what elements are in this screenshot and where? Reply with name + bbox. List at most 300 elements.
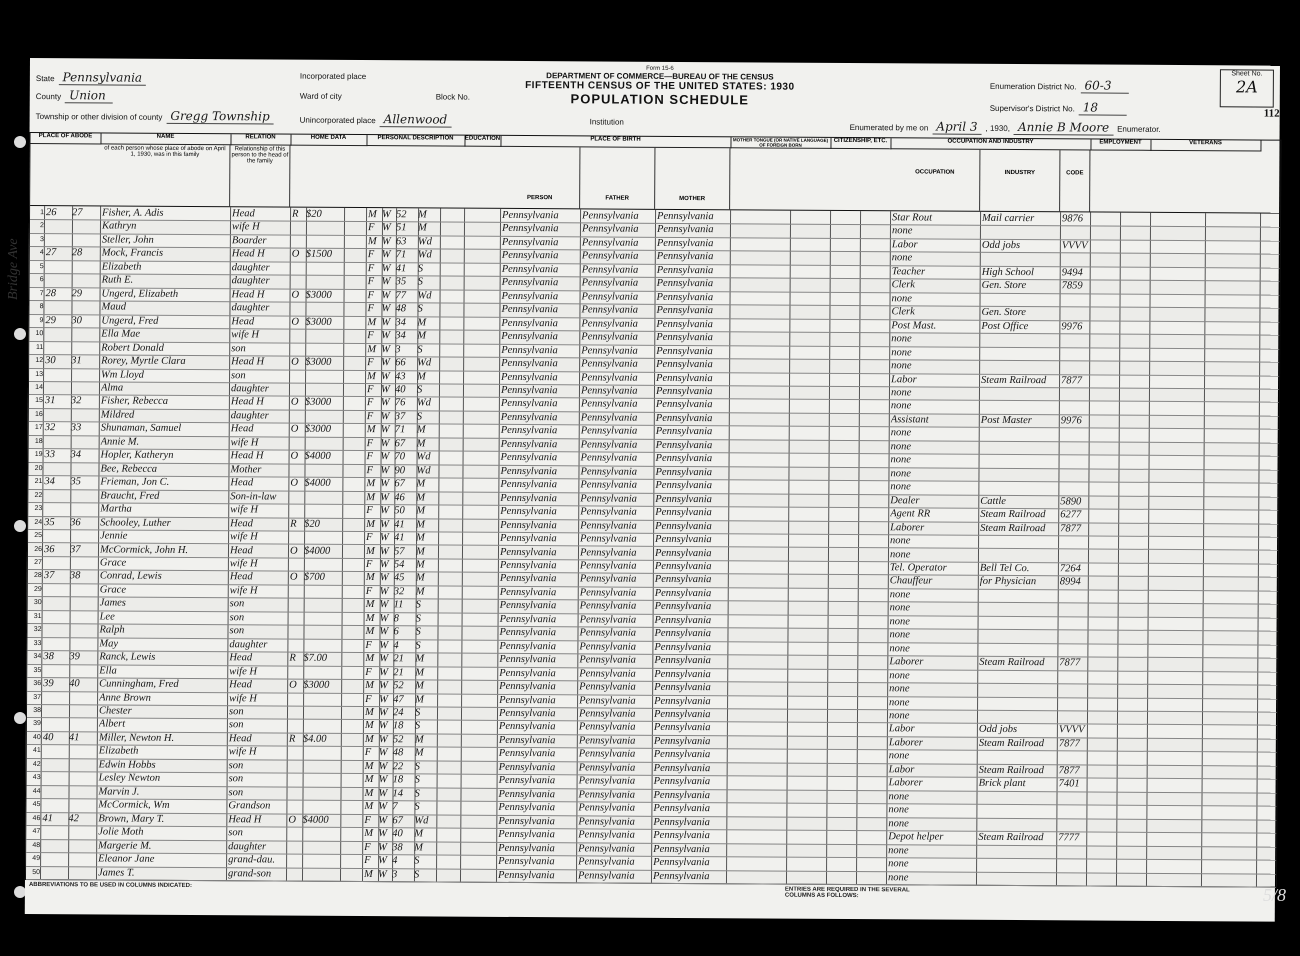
cell-fam <box>71 300 99 314</box>
cell-sex: M <box>366 491 376 503</box>
cell-occ: none <box>888 844 909 856</box>
cell-occ: Depot helper <box>888 831 944 843</box>
ward-field: Ward of city Block No. <box>299 91 470 102</box>
cell-sex: F <box>367 303 374 315</box>
cell-race: W <box>380 532 389 544</box>
cell-mother: Pennsylvania <box>654 695 711 707</box>
cell-fam <box>70 556 98 570</box>
cell-name: Ungerd, Elizabeth <box>101 288 179 300</box>
cell-own: O <box>290 423 299 436</box>
cell-ms: S <box>415 599 421 611</box>
cell-code <box>1060 603 1088 617</box>
cell-own <box>289 746 303 760</box>
cell-dw: 31 <box>44 395 56 407</box>
cell-mother: Pennsylvania <box>656 305 714 317</box>
cell-ms: M <box>418 209 427 221</box>
cell-code: 9494 <box>1061 267 1083 279</box>
cell-age: 41 <box>394 532 405 544</box>
cell-rel: son <box>229 612 245 624</box>
cell-fam: 35 <box>70 476 81 488</box>
cell-occ: none <box>891 333 912 345</box>
cell-ms: M <box>417 222 427 234</box>
cell-race: W <box>378 787 388 799</box>
cell-own: R <box>288 733 296 745</box>
cell-val: $7.00 <box>303 652 327 664</box>
cell-dw <box>44 596 70 610</box>
cell-name: Kathryn <box>101 220 137 233</box>
cell-val <box>303 719 341 733</box>
cell-birth: Pennsylvania <box>499 667 556 679</box>
cell-sex: M <box>365 545 375 557</box>
cell-dw <box>45 368 71 382</box>
cell-father: Pennsylvania <box>579 694 636 707</box>
cell-race: W <box>381 343 391 355</box>
cell-race: W <box>382 209 391 221</box>
cell-birth: Pennsylvania <box>498 775 556 787</box>
cell-ind: Steam Railroad <box>981 374 1047 386</box>
cell-n: 10 <box>35 330 44 338</box>
cell-mother: Pennsylvania <box>654 641 712 653</box>
unincorporated-place-value: Allenwood <box>380 112 452 127</box>
cell-n: 18 <box>34 437 43 445</box>
cell-father: Pennsylvania <box>578 775 636 788</box>
cell-race: W <box>379 666 389 678</box>
cell-ind <box>981 454 1059 468</box>
cell-ms: M <box>414 747 424 759</box>
cell-age: 67 <box>394 478 405 490</box>
cell-birth: Pennsylvania <box>500 384 558 397</box>
cell-ms: M <box>415 693 424 705</box>
cell-name: Ella Mae <box>101 328 141 340</box>
cell-race: W <box>381 330 391 342</box>
cell-age: 11 <box>393 599 404 611</box>
cell-occ: Agent RR <box>890 508 931 520</box>
cell-occ: none <box>890 441 912 453</box>
cell-dw: 39 <box>43 678 54 690</box>
group-personal-description: PERSONAL DESCRIPTION <box>366 135 465 147</box>
cell-occ: none <box>889 589 911 601</box>
cell-father: Pennsylvania <box>581 318 638 330</box>
cell-birth: Pennsylvania <box>499 559 557 572</box>
cell-code <box>1062 253 1090 267</box>
cell-val <box>305 383 343 397</box>
cell-n: 25 <box>34 532 43 540</box>
cell-ind <box>981 441 1059 455</box>
cell-fam <box>71 368 99 382</box>
cell-dw <box>45 381 71 395</box>
cell-sex: F <box>366 437 374 449</box>
cell-mother: Pennsylvania <box>653 856 710 869</box>
cell-occ: none <box>890 535 911 547</box>
cell-birth: Pennsylvania <box>500 425 558 437</box>
margin-note: Bridge Ave <box>6 238 21 300</box>
cell-val <box>306 262 344 276</box>
cell-sex: M <box>364 720 374 732</box>
cell-rel: son <box>228 719 244 731</box>
cell-own <box>290 531 304 545</box>
cell-fam <box>71 341 99 355</box>
cell-rel: Boarder <box>231 235 267 247</box>
cell-fam <box>70 610 98 624</box>
cell-val <box>304 490 342 504</box>
cell-race: W <box>381 303 391 315</box>
cell-fam <box>72 274 100 288</box>
cell-race: W <box>379 586 389 598</box>
cell-sex: F <box>366 451 374 463</box>
cell-own: O <box>288 814 296 826</box>
cell-mother: Pennsylvania <box>656 291 714 303</box>
cell-occ: none <box>888 750 910 762</box>
cell-birth: Pennsylvania <box>501 331 558 343</box>
cell-mother: Pennsylvania <box>656 331 713 344</box>
cell-dw <box>44 502 70 516</box>
cell-sex: M <box>367 235 377 248</box>
incorporated-place-field: Incorporated place <box>299 71 367 82</box>
group-education: EDUCATION <box>464 136 501 147</box>
cell-own <box>291 409 305 423</box>
cell-name: Shunaman, Samuel <box>100 422 182 435</box>
cell-n: 31 <box>33 612 42 620</box>
cell-n: 8 <box>39 303 44 311</box>
cell-rel: Mother <box>230 463 262 476</box>
cell-father: Pennsylvania <box>578 842 635 855</box>
census-table <box>25 132 1282 888</box>
cell-code <box>1058 845 1086 859</box>
cell-val: $3000 <box>303 679 330 691</box>
cell-age: 66 <box>395 357 406 369</box>
cell-occ: none <box>888 710 910 722</box>
cell-age: 6 <box>393 626 399 638</box>
cell-own: O <box>290 397 299 409</box>
cell-sex: M <box>365 572 375 584</box>
cell-rel: son <box>231 369 246 381</box>
cell-name: Annie M. <box>100 436 140 448</box>
cell-ind: Bell Tel Co. <box>979 562 1030 575</box>
form-title: Form 15-6 DEPARTMENT OF COMMERCE—BUREAU OF THE CENSUS FIFTEENTH CENSUS OF THE UNITED STATES: 1930 POPULATION SCHEDULE <box>525 65 795 108</box>
cell-mother: Pennsylvania <box>656 264 714 277</box>
cell-name: Braucht, Fred <box>100 490 160 502</box>
cell-ind <box>978 817 1056 831</box>
group-name: NAME <box>100 133 231 145</box>
cell-fam <box>70 502 98 516</box>
cell-sex: F <box>367 249 375 261</box>
cell-ind <box>981 427 1059 441</box>
cell-val <box>303 692 341 706</box>
cell-n: 41 <box>32 747 41 755</box>
cell-val <box>306 221 344 235</box>
cell-ms: M <box>416 532 425 544</box>
cell-n: 34 <box>33 653 42 661</box>
cell-rel: daughter <box>229 638 268 651</box>
cell-father: Pennsylvania <box>580 493 637 505</box>
cell-n: 20 <box>34 464 43 472</box>
cell-birth: Pennsylvania <box>501 357 558 370</box>
cell-dw <box>43 744 69 758</box>
cell-code <box>1062 226 1090 240</box>
cell-val <box>304 504 342 518</box>
cell-ms: M <box>416 505 426 517</box>
cell-val: $20 <box>304 518 320 530</box>
county-field: County Union <box>36 88 113 103</box>
cell-ind: Gen. Store <box>981 280 1027 292</box>
cell-code: VVVV <box>1061 240 1088 252</box>
cell-rel: Head <box>229 571 253 583</box>
cell-n: 32 <box>33 626 42 634</box>
cell-name: Marvin J. <box>98 786 140 798</box>
cell-code <box>1062 293 1090 307</box>
cell-fam: 38 <box>69 570 81 582</box>
cell-rel: wife H <box>229 665 258 678</box>
cell-father: Pennsylvania <box>578 762 636 774</box>
cell-dw <box>46 220 72 234</box>
stamped-number: 112 <box>1263 107 1280 120</box>
cell-code <box>1061 347 1089 361</box>
cell-birth: Pennsylvania <box>499 680 556 693</box>
cell-sex: F <box>367 262 375 274</box>
cell-mother: Pennsylvania <box>657 210 714 223</box>
cell-occ: none <box>890 387 912 399</box>
cell-rel: Head H <box>231 248 265 260</box>
cell-val <box>304 558 342 572</box>
cell-rel: son <box>228 827 243 839</box>
cell-ind <box>981 400 1059 414</box>
cell-father: Pennsylvania <box>579 681 636 693</box>
cell-occ: none <box>890 467 911 480</box>
cell-name: Bee, Rebecca <box>100 463 158 475</box>
cell-ms: M <box>415 572 425 584</box>
cell-fam: 30 <box>71 314 82 326</box>
cell-father: Pennsylvania <box>580 533 637 545</box>
cell-ms: Wd <box>416 397 431 409</box>
cell-n: 35 <box>33 666 42 674</box>
cell-birth: Pennsylvania <box>500 465 558 477</box>
cell-age: 40 <box>392 828 403 840</box>
cell-mother: Pennsylvania <box>653 843 710 855</box>
cell-age: 71 <box>394 424 406 436</box>
cell-rel: grand-son <box>227 867 272 880</box>
cell-ms: S <box>416 411 423 423</box>
cell-ind <box>979 750 1057 764</box>
cell-fam <box>70 529 98 543</box>
cell-mother: Pennsylvania <box>654 614 712 626</box>
institution-field: Institution <box>589 117 624 127</box>
cell-own <box>291 302 305 316</box>
cell-n: 44 <box>32 787 41 795</box>
cell-ind <box>980 602 1058 616</box>
cell-n: 40 <box>33 733 41 742</box>
cell-sex: F <box>367 357 374 369</box>
cell-father: Pennsylvania <box>579 600 637 613</box>
cell-n: 36 <box>33 680 42 688</box>
cell-val <box>305 436 343 450</box>
cell-birth: Pennsylvania <box>501 344 558 356</box>
cell-ind: Post Office <box>981 320 1029 332</box>
cell-age: 46 <box>394 491 405 503</box>
cell-fam <box>71 327 99 341</box>
cell-age: 47 <box>393 693 404 705</box>
group-place-of-birth: PLACE OF BIRTH <box>500 136 731 148</box>
cell-race: W <box>381 316 391 328</box>
cell-occ: none <box>890 400 912 412</box>
cell-sex: F <box>364 814 371 826</box>
cell-ms: S <box>416 384 423 396</box>
cell-ms: S <box>417 263 424 275</box>
cell-n: 16 <box>35 410 43 418</box>
cell-code: 9876 <box>1062 213 1084 225</box>
cell-fam <box>72 220 100 234</box>
cell-father: Pennsylvania <box>580 479 638 491</box>
cell-n: 2 <box>40 222 44 230</box>
cell-birth: Pennsylvania <box>500 411 558 424</box>
cell-own <box>289 665 303 679</box>
cell-mother: Pennsylvania <box>654 668 711 680</box>
cell-val <box>303 746 341 760</box>
cell-mother: Pennsylvania <box>656 237 714 250</box>
cell-code <box>1059 683 1087 697</box>
cell-mother: Pennsylvania <box>654 654 711 667</box>
cell-code: 7264 <box>1059 563 1081 575</box>
cell-dw: 28 <box>45 287 57 299</box>
cell-father: Pennsylvania <box>579 654 636 666</box>
cell-birth: Pennsylvania <box>499 654 556 666</box>
cell-occ: none <box>890 454 912 466</box>
cell-own: O <box>291 316 300 328</box>
cell-ind <box>978 858 1056 872</box>
cell-code: 7401 <box>1058 778 1080 790</box>
cell-own: O <box>289 679 297 691</box>
cell-dw <box>42 798 68 812</box>
cell-name: Grace <box>99 557 127 569</box>
cell-dw: 37 <box>43 570 55 582</box>
cell-mother: Pennsylvania <box>656 278 714 290</box>
cell-rel: Head <box>229 652 253 664</box>
cell-name: Brown, Mary T. <box>98 813 165 825</box>
cell-father: Pennsylvania <box>579 587 637 599</box>
cell-own <box>289 625 303 639</box>
cell-birth: Pennsylvania <box>500 479 558 491</box>
cell-code <box>1061 387 1089 401</box>
cell-n: 12 <box>35 357 44 365</box>
cell-name: Edwin Hobbs <box>98 759 156 771</box>
cell-occ: none <box>891 225 913 237</box>
cell-birth: Pennsylvania <box>499 600 557 612</box>
cell-birth: Pennsylvania <box>498 802 556 814</box>
group-mother-tongue: MOTHER TONGUE (OR NATIVE LANGUAGE) OF FOREIGN BORN <box>730 137 831 149</box>
cell-dw: 34 <box>44 476 55 488</box>
cell-age: 37 <box>394 411 406 423</box>
cell-rel: Head H <box>228 813 262 826</box>
cell-occ: none <box>889 669 910 682</box>
cell-fam <box>70 597 98 611</box>
cell-val: $3000 <box>304 424 332 436</box>
enumerated-by-field: Enumerated by me on April 3 , 1930, Annie B Moore Enumerator. <box>849 119 1161 135</box>
cell-birth: Pennsylvania <box>499 573 557 585</box>
cell-fam <box>68 785 96 799</box>
cell-sex: M <box>365 626 375 638</box>
cell-dw <box>42 866 68 880</box>
cell-ind: Mail carrier <box>982 212 1035 225</box>
cell-dw: 38 <box>43 651 54 663</box>
cell-age: 70 <box>394 451 406 463</box>
cell-father: Pennsylvania <box>578 721 636 734</box>
cell-n: 23 <box>34 505 43 513</box>
cell-mother: Pennsylvania <box>655 493 712 505</box>
cell-val <box>302 827 340 841</box>
cell-dw <box>46 233 72 247</box>
cell-fam: 40 <box>69 678 80 690</box>
cell-father: Pennsylvania <box>578 856 635 868</box>
cell-mother: Pennsylvania <box>656 372 713 384</box>
cell-father: Pennsylvania <box>579 667 636 680</box>
cell-own <box>289 638 303 652</box>
cell-age: 52 <box>392 734 404 746</box>
occupation-subhead: OCCUPATION <box>890 149 980 211</box>
cell-mother: Pennsylvania <box>655 385 713 398</box>
cell-sex: M <box>364 774 374 786</box>
cell-age: 18 <box>392 774 404 786</box>
cell-val <box>303 665 341 679</box>
cell-race: W <box>378 828 388 840</box>
cell-dw <box>43 704 69 718</box>
cell-race: W <box>378 747 388 759</box>
cell-n: 3 <box>39 235 44 243</box>
cell-n: 30 <box>33 599 42 607</box>
cell-own <box>290 463 304 477</box>
cell-fam <box>72 260 100 274</box>
cell-father: Pennsylvania <box>581 344 638 357</box>
cell-rel: Head <box>232 208 255 220</box>
cell-name: Anne Brown <box>99 691 151 704</box>
cell-mother: Pennsylvania <box>653 749 711 761</box>
cell-own <box>290 490 304 504</box>
cell-ms: M <box>416 424 426 436</box>
cell-val <box>303 773 341 787</box>
cell-ms: M <box>415 666 425 679</box>
cell-dw <box>44 489 70 503</box>
cell-ms: Wd <box>416 451 431 463</box>
cell-fam: 33 <box>70 422 82 434</box>
cell-race: W <box>380 505 390 517</box>
cell-rel: wife H <box>229 558 258 570</box>
cell-code <box>1058 858 1086 872</box>
cell-occ: Post Mast. <box>891 319 937 332</box>
cell-own: R <box>290 518 297 530</box>
cell-race: W <box>380 451 390 463</box>
cell-ind <box>982 293 1060 307</box>
cell-name: Albert <box>98 718 126 731</box>
cell-race: W <box>378 774 388 786</box>
cell-mother: Pennsylvania <box>655 506 712 519</box>
cell-own: R <box>289 652 296 664</box>
cell-code: 7877 <box>1059 657 1081 669</box>
cell-dw <box>45 327 71 341</box>
cell-val: $4000 <box>304 450 331 463</box>
industry-subhead: INDUSTRY <box>980 150 1060 211</box>
cell-n: 1 <box>40 209 45 217</box>
cell-dw <box>43 771 69 785</box>
cell-own <box>291 383 305 397</box>
cell-own <box>292 235 306 249</box>
cell-fam <box>68 866 96 880</box>
cell-age: 43 <box>395 370 406 382</box>
cell-race: W <box>380 478 390 490</box>
cell-own <box>289 719 303 733</box>
cell-father: Pennsylvania <box>580 466 638 478</box>
cell-own: R <box>292 208 299 220</box>
cell-occ: none <box>890 427 912 439</box>
cell-n: 9 <box>39 316 44 324</box>
cell-ind <box>980 616 1058 630</box>
